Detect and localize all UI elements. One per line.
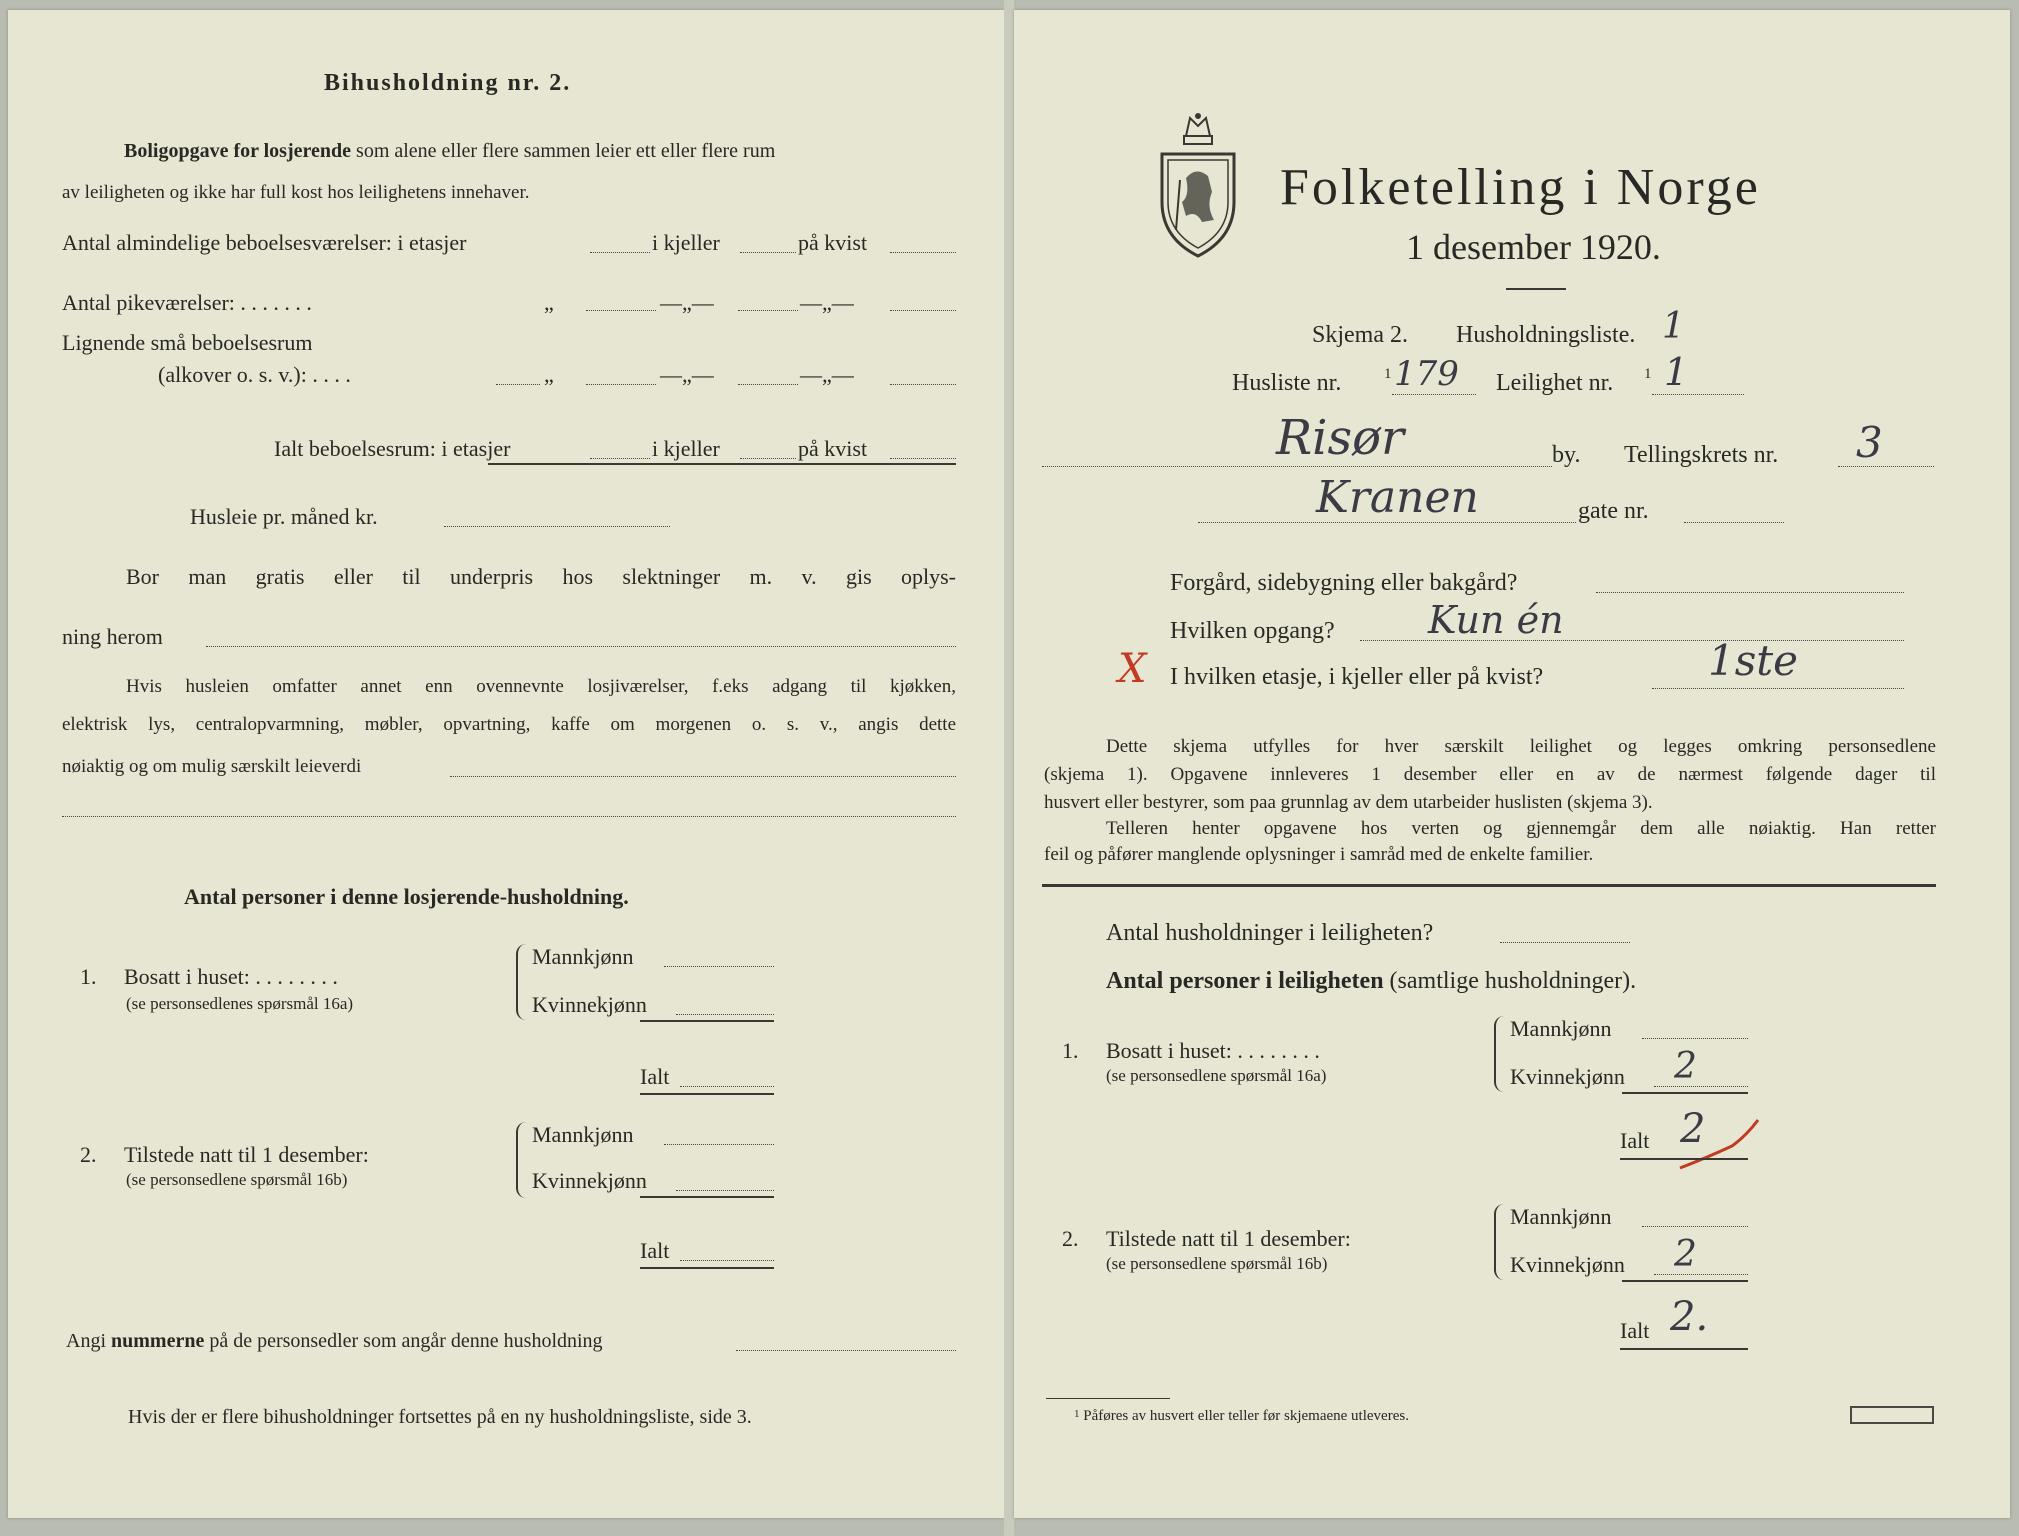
instr-line-4: Telleren henter opgavene hos verten og gjennemgår dem alle nøiaktig. Han retter	[1106, 818, 1936, 839]
pike-etasjer-field	[586, 310, 656, 311]
small-rooms-dash-1: —„—	[660, 362, 714, 387]
instr-line-3: husvert eller bestyrer, som paa grunnlag av dem utarbeider huslisten (skjema 3).	[1044, 792, 1653, 813]
footnote-text: Påføres av husvert eller teller før skjemaene utleveres.	[1083, 1408, 1409, 1424]
street-field	[1198, 522, 1576, 523]
rooms-label: Antal almindelige beboelsesværelser: i etasjer	[62, 230, 467, 255]
intro-line-2: av leiligheten og ikke har full kost hos leilighetens innehaver.	[62, 182, 530, 203]
husliste-label: Husliste nr.	[1232, 370, 1342, 396]
instr-rule	[1042, 884, 1936, 887]
husholdningsliste-value: 1	[1662, 306, 1685, 347]
pike-label: Antal pikeværelser: . . . . . . .	[62, 290, 312, 315]
right-q2-sum-line	[1622, 1280, 1748, 1282]
left-q1-ialt-underline	[640, 1093, 774, 1095]
husliste-sup: 1	[1384, 366, 1392, 382]
left-q1-mann-field	[664, 966, 774, 967]
left-q1-ialt-label: Ialt	[640, 1064, 670, 1089]
incl-line-2: elektrisk lys, centralopvarmning, møbler, opvartning, kaffe om morgenen o. s. v., angis dette	[62, 714, 956, 735]
left-q2-ialt-underline	[640, 1267, 774, 1269]
rent-label: Husleie pr. måned kr.	[190, 504, 378, 529]
total-rooms-label: Ialt beboelsesrum: i etasjer	[274, 436, 511, 461]
left-q2-ialt-label: Ialt	[640, 1238, 670, 1263]
free-field	[206, 646, 956, 647]
right-q2-mann-label: Mannkjønn	[1510, 1204, 1612, 1229]
right-q2-kvinne-label: Kvinnekjønn	[1510, 1252, 1625, 1277]
left-q1-ialt-field	[680, 1086, 774, 1087]
right-q1-ialt-underline	[1620, 1158, 1748, 1160]
leilighet-label: Leilighet nr.	[1496, 370, 1614, 396]
pike-kvist-field	[890, 310, 956, 311]
left-q2-sub: (se personsedlene spørsmål 16b)	[126, 1170, 348, 1189]
right-q1-kvinne-label: Kvinnekjønn	[1510, 1064, 1625, 1089]
left-q2-number: 2.	[80, 1142, 97, 1167]
city-field	[1042, 466, 1552, 467]
small-rooms-etasjer-field	[586, 384, 656, 385]
instr-line-5: feil og påfører manglende oplysninger i samråd med de enkelte familier.	[1044, 844, 1594, 865]
incl-field-2	[62, 816, 956, 817]
incl-line-3: nøiaktig og om mulig særskilt leieverdi	[62, 756, 362, 777]
page-fold	[1004, 0, 1014, 1536]
left-q1-sum-line	[640, 1020, 774, 1022]
footnote-rule	[1046, 1398, 1170, 1399]
street-value: Kranen	[1316, 472, 1479, 523]
left-q1-kvinne-label: Kvinnekjønn	[532, 992, 647, 1017]
instr-line-2: (skjema 1). Opgavene innleveres 1 desember eller en av de nærmest følgende dager til	[1044, 764, 1936, 785]
right-q2-brace	[1494, 1204, 1506, 1280]
incl-line-1: Hvis husleien omfatter annet enn ovennevnte losjiværelser, f.eks adgang til kjøkken,	[126, 676, 956, 697]
right-q2-label: Tilstede natt til 1 desember:	[1106, 1226, 1351, 1251]
footnote-line	[1074, 1408, 1409, 1425]
right-q1-ialt-label: Ialt	[1620, 1128, 1650, 1153]
gate-label: gate nr.	[1578, 498, 1649, 524]
rooms-kvist-label: på kvist	[798, 230, 868, 255]
right-q1-kvinne-field	[1654, 1086, 1748, 1087]
rooms-kjeller-field	[740, 252, 796, 253]
printer-stamp	[1850, 1406, 1934, 1424]
numbers-pre: Angi	[66, 1330, 106, 1352]
small-rooms-pre-field	[496, 384, 540, 385]
right-q2-kvinne-field	[1654, 1274, 1748, 1275]
tellingskrets-value: 3	[1856, 418, 1883, 467]
free-line-2: ning herom	[62, 624, 163, 649]
pike-quote: „	[544, 290, 554, 315]
etasje-label: I hvilken etasje, i kjeller eller på kvist?	[1170, 664, 1544, 690]
right-q1-kvinne-value: 2	[1674, 1046, 1697, 1087]
small-rooms-quote: „	[544, 362, 554, 387]
intro-rest: som alene eller flere sammen leier ett eller flere rum	[356, 140, 776, 162]
left-q2-ialt-field	[680, 1260, 774, 1261]
city-value: Risør	[1276, 410, 1404, 466]
small-rooms-line-2: (alkover o. s. v.): . . . .	[158, 362, 351, 387]
left-q1-kvinne-field	[676, 1014, 774, 1015]
right-persons-heading	[1106, 968, 1636, 995]
households-field	[1500, 942, 1630, 943]
title-rule	[1506, 288, 1566, 290]
right-q1-sub: (se personsedlene spørsmål 16a)	[1106, 1066, 1327, 1085]
opgang-field	[1360, 640, 1904, 641]
right-q1-mann-field	[1642, 1038, 1748, 1039]
left-persons-heading: Antal personer i denne losjerende-husholdning.	[184, 884, 629, 909]
right-q1-number: 1.	[1062, 1038, 1079, 1063]
husliste-value: 179	[1394, 354, 1459, 394]
tellingskrets-field	[1838, 466, 1934, 467]
left-footer: Hvis der er flere bihusholdninger fortsettes på en ny husholdningsliste, side 3.	[128, 1406, 752, 1428]
leilighet-value: 1	[1664, 350, 1689, 394]
left-q1-number: 1.	[80, 964, 97, 989]
husliste-field	[1392, 394, 1476, 395]
total-kjeller-label: i kjeller	[652, 436, 720, 461]
right-q1-mann-label: Mannkjønn	[1510, 1016, 1612, 1041]
rooms-etasjer-field	[590, 252, 650, 253]
red-correction-mark-icon	[1676, 1116, 1766, 1176]
numbers-line	[66, 1330, 603, 1353]
rooms-kvist-field	[890, 252, 956, 253]
tellingskrets-label: Tellingskrets nr.	[1624, 442, 1779, 468]
rent-field	[444, 526, 670, 527]
opgang-value: Kun én	[1428, 598, 1564, 642]
small-rooms-kvist-field	[890, 384, 956, 385]
right-q2-mann-field	[1642, 1226, 1748, 1227]
right-persons-bold: Antal personer i leiligheten	[1106, 968, 1384, 994]
right-q2-number: 2.	[1062, 1226, 1079, 1251]
footnote-number: 1	[1074, 1408, 1080, 1420]
right-q1-label: Bosatt i huset: . . . . . . . .	[1106, 1038, 1320, 1063]
incl-field-1	[450, 776, 956, 777]
left-q1-mann-label: Mannkjønn	[532, 944, 634, 969]
left-q2-sum-line	[640, 1196, 774, 1198]
small-rooms-dash-2: —„—	[800, 362, 854, 387]
small-rooms-kjeller-field	[738, 384, 798, 385]
pike-kjeller-field	[738, 310, 798, 311]
opgang-label: Hvilken opgang?	[1170, 618, 1335, 644]
forgard-label: Forgård, sidebygning eller bakgård?	[1170, 570, 1518, 596]
left-q2-kvinne-label: Kvinnekjønn	[532, 1168, 647, 1193]
pike-dash-1: —„—	[660, 290, 714, 315]
etasje-field	[1652, 688, 1904, 689]
husholdningsliste-label: Husholdningsliste.	[1456, 322, 1636, 348]
left-q2-kvinne-field	[676, 1190, 774, 1191]
leilighet-field	[1652, 394, 1744, 395]
total-underline	[488, 463, 956, 465]
small-rooms-line-1: Lignende små beboelsesrum	[62, 330, 313, 355]
free-line-1: Bor man gratis eller til underpris hos slektninger m. v. gis oplys-	[126, 564, 956, 589]
numbers-bold: nummerne	[111, 1330, 205, 1352]
total-etasjer-field	[590, 458, 650, 459]
rooms-kjeller-label: i kjeller	[652, 230, 720, 255]
total-kjeller-field	[740, 458, 796, 459]
coat-of-arms-icon	[1156, 110, 1240, 260]
left-q2-mann-field	[664, 1144, 774, 1145]
total-kvist-field	[890, 458, 956, 459]
leilighet-sup: 1	[1644, 366, 1652, 382]
left-q2-brace	[516, 1122, 528, 1198]
left-q1-sub: (se personsedlenes spørsmål 16a)	[126, 994, 354, 1013]
etasje-mark: X	[1118, 646, 1147, 692]
left-q1-label: Bosatt i huset: . . . . . . . .	[124, 964, 338, 989]
instr-line-1: Dette skjema utfylles for hver særskilt leilighet og legges omkring personsedlene	[1106, 736, 1936, 757]
right-persons-rest: (samtlige husholdninger).	[1389, 968, 1637, 994]
right-q1-brace	[1494, 1016, 1506, 1092]
right-q2-ialt-label: Ialt	[1620, 1318, 1650, 1343]
right-q2-ialt-value: 2.	[1670, 1294, 1709, 1340]
forgard-field	[1596, 592, 1904, 593]
total-kvist-label: på kvist	[798, 436, 868, 461]
right-q1-sum-line	[1622, 1092, 1748, 1094]
intro-line-1	[124, 140, 775, 163]
etasje-value: 1ste	[1708, 636, 1799, 685]
left-q1-brace	[516, 944, 528, 1020]
numbers-field	[736, 1350, 956, 1351]
right-q2-ialt-underline	[1620, 1348, 1748, 1350]
right-q2-sub: (se personsedlene spørsmål 16b)	[1106, 1254, 1328, 1273]
right-q1-ialt-value: 2	[1680, 1106, 1706, 1152]
right-q2-kvinne-value: 2	[1674, 1234, 1697, 1275]
left-q2-mann-label: Mannkjønn	[532, 1122, 634, 1147]
left-q2-label: Tilstede natt til 1 desember:	[124, 1142, 369, 1167]
by-label: by.	[1552, 442, 1581, 468]
intro-bold: Boligopgave for losjerende	[124, 140, 352, 162]
households-label: Antal husholdninger i leiligheten?	[1106, 920, 1434, 946]
left-title: Bihusholdning nr. 2.	[324, 70, 572, 96]
pike-dash-2: —„—	[800, 290, 854, 315]
skjema-label: Skjema 2.	[1312, 322, 1408, 348]
right-title: Folketelling i Norge	[1280, 159, 1761, 216]
gate-field	[1684, 522, 1784, 523]
census-date: 1 desember 1920.	[1406, 227, 1661, 267]
numbers-post: på de personsedler som angår denne husholdning	[209, 1330, 603, 1352]
